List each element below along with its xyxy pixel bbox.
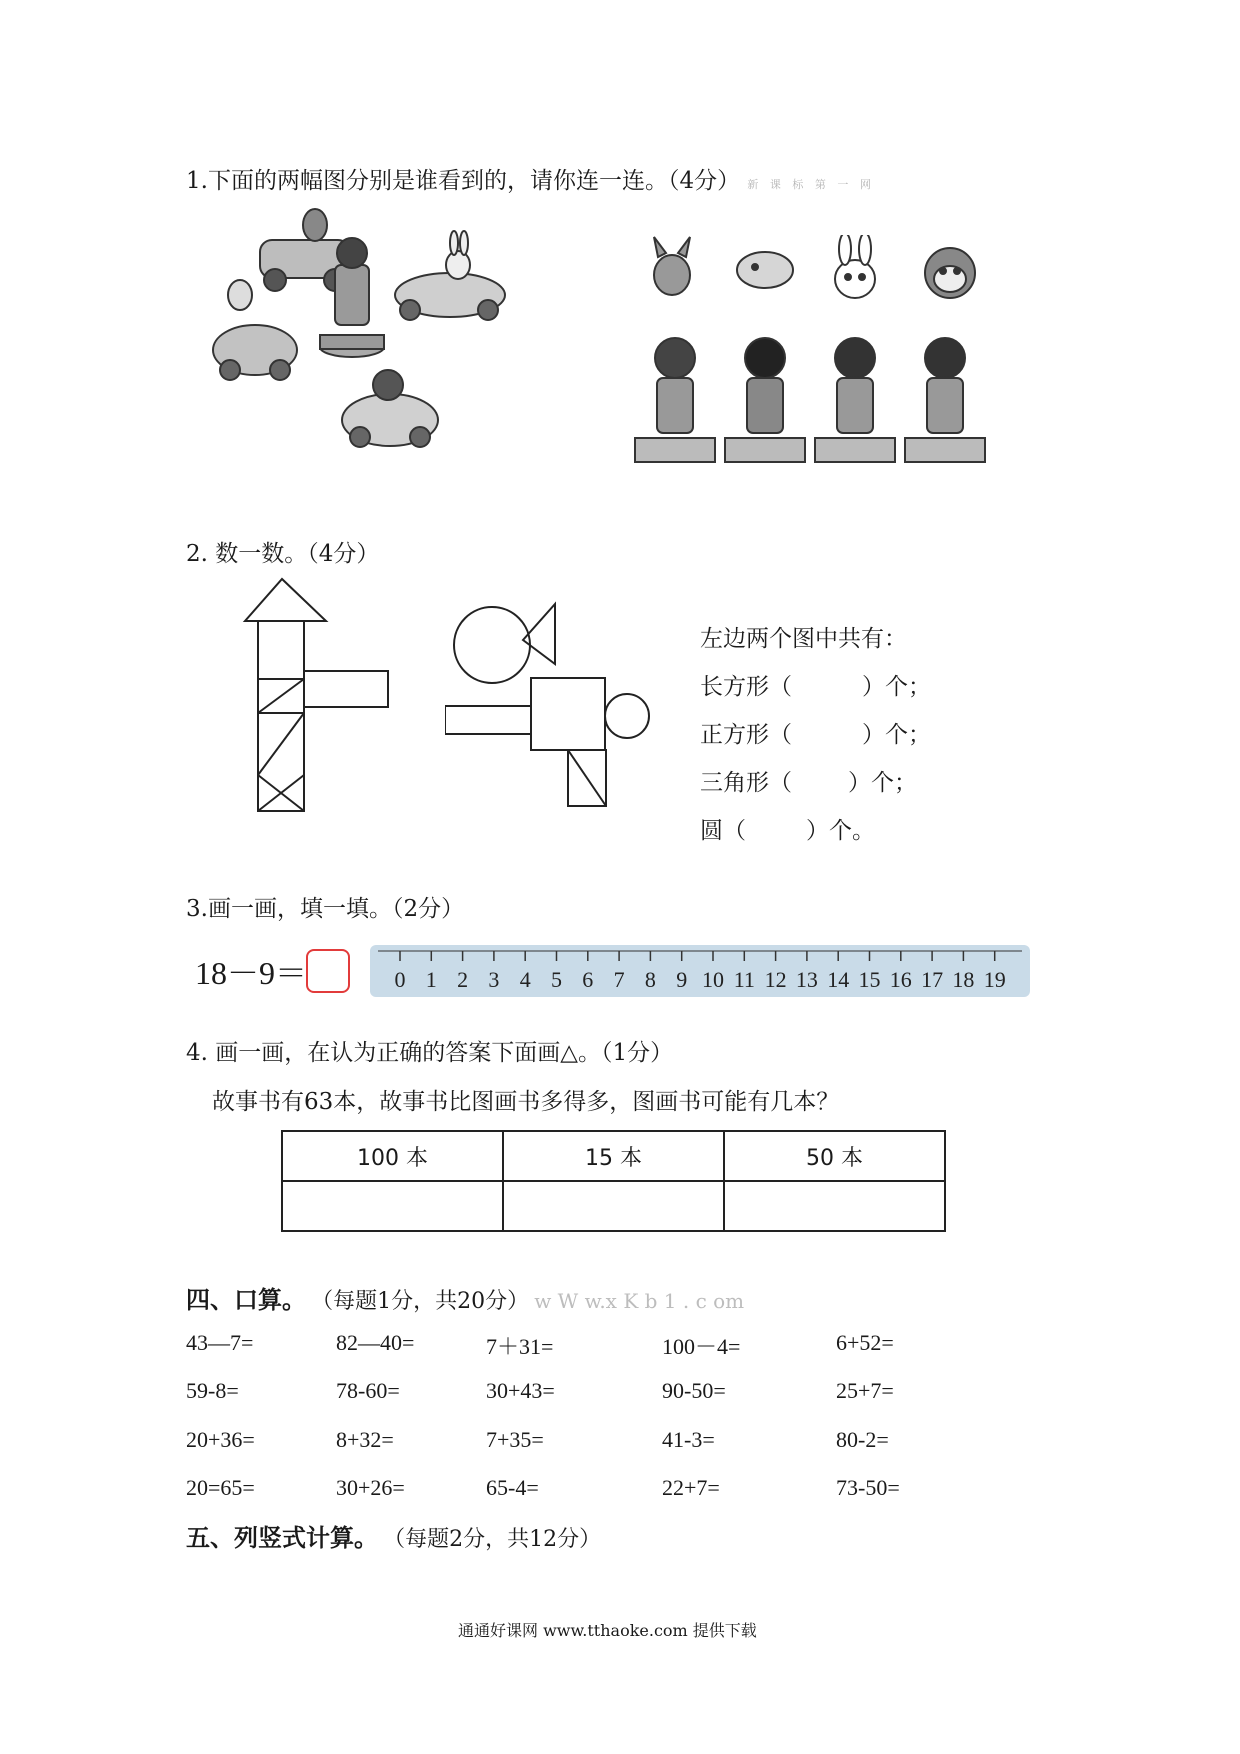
count-triangles: 三角形（ ）个； [700,770,917,796]
calc-problem: 80-2= [836,1427,889,1452]
option-15: 15 本 [503,1131,724,1181]
scene-illustration [210,205,520,465]
mark-cell-50[interactable] [724,1181,945,1231]
question-4-title: 4. 画一画，在认为正确的答案下面画△。（1分） [186,1040,674,1066]
calc-problem: 59-8= [186,1378,239,1403]
calc-problem: 20=65= [186,1475,255,1500]
question-4-text: 故事书有63本，故事书比图画书多得多，图画书可能有几本？ [212,1089,840,1115]
car-monkey-image [342,370,438,447]
ruler-number: 16 [889,967,912,992]
ruler-number: 5 [551,967,562,992]
question-3-title: 3.画一画，填一填。（2分） [186,896,465,922]
ruler-number: 3 [488,967,500,992]
watermark-url: w W w.x K b 1 . c om [534,1289,745,1313]
mark-cell-100[interactable] [282,1181,503,1231]
ruler-number: 10 [702,967,724,992]
calc-problem: 8+32= [336,1427,394,1452]
squirrel-head-icon [654,237,690,295]
section-5-note: （每题2分，共12分） [383,1527,602,1552]
calc-problem: 43—7= [186,1330,254,1355]
cat-left-view-image [815,338,895,462]
calc-problem: 73-50= [836,1475,900,1500]
ruler-number: 12 [764,967,787,992]
calc-problem: 6+52= [836,1330,894,1355]
equation-text: 18－9＝ [195,955,308,991]
ruler-number: 14 [827,967,850,992]
count-circles: 圆（ ）个。 [700,818,875,844]
count-rectangles: 长方形（ ）个； [700,674,931,700]
ruler-number: 2 [457,967,469,992]
ruler-number: 9 [676,967,688,992]
shape-figure-right [445,598,655,813]
ruler-number: 18 [952,967,975,992]
ruler-number: 19 [983,967,1006,992]
ruler-number: 6 [582,967,594,992]
calc-problem: 7+35= [486,1427,544,1452]
animal-heads-row [640,235,1000,305]
ruler-number: 1 [425,967,437,992]
count-intro: 左边两个图中共有： [700,626,907,652]
section-4-note: （每题1分，共20分） [311,1289,530,1314]
calc-problem: 22+7= [662,1475,720,1500]
number-ruler [370,945,1030,997]
ruler-number: 4 [519,967,531,992]
section-4-header [186,1280,744,1315]
ruler-number: 13 [795,967,818,992]
calc-problem: 82—40= [336,1330,415,1355]
calc-problem: 100－4= [662,1334,741,1359]
car-rabbit-image [395,231,505,320]
cat-right-view-image [905,338,985,462]
calc-problem: 30+43= [486,1378,555,1403]
calc-problem: 65-4= [486,1475,539,1500]
watermark-text: 新 课 标 第 一 网 [747,178,875,191]
elephant-head-icon [737,252,793,288]
rabbit-head-icon [835,235,875,298]
ruler-ticks [370,945,1030,997]
section-5-title: 五、列竖式计算。 [186,1524,378,1552]
question-2-title: 2. 数一数。（4分） [186,541,380,567]
calc-problem: 41-3= [662,1427,715,1452]
car-elephant-image [213,280,297,380]
mark-cell-15[interactable] [503,1181,724,1231]
question-1-title [186,162,875,195]
count-squares: 正方形（ ）个； [700,722,931,748]
calc-problem: 25+7= [836,1378,894,1403]
ruler-number: 8 [644,967,656,992]
cat-front-view-image [635,338,715,462]
option-100: 100 本 [282,1131,503,1181]
ruler-number: 17 [921,967,944,992]
answer-table [281,1130,946,1232]
section-5-header [186,1518,601,1553]
cat-back-view-image [725,338,805,462]
calc-problem: 20+36= [186,1427,255,1452]
calc-problem: 78-60= [336,1378,400,1403]
option-50: 50 本 [724,1131,945,1181]
cat-views-row [630,330,1000,470]
calc-problem: 90-50= [662,1378,726,1403]
question-1-text: 1.下面的两幅图分别是谁看到的，请你连一连。（4分） [186,168,741,194]
section-4-title: 四、口算。 [186,1286,306,1314]
ruler-number: 11 [733,967,755,992]
shape-figure-left [240,575,390,815]
ruler-number: 7 [613,967,625,992]
answer-box[interactable] [306,949,350,993]
calc-problem: 7＋31= [486,1334,554,1359]
ruler-number: 0 [394,967,406,992]
ruler-number: 15 [858,967,881,992]
monkey-head-icon [925,248,975,298]
footer-text: 通通好课网 www.tthaoke.com 提供下载 [458,1621,757,1640]
calc-problem: 30+26= [336,1475,405,1500]
